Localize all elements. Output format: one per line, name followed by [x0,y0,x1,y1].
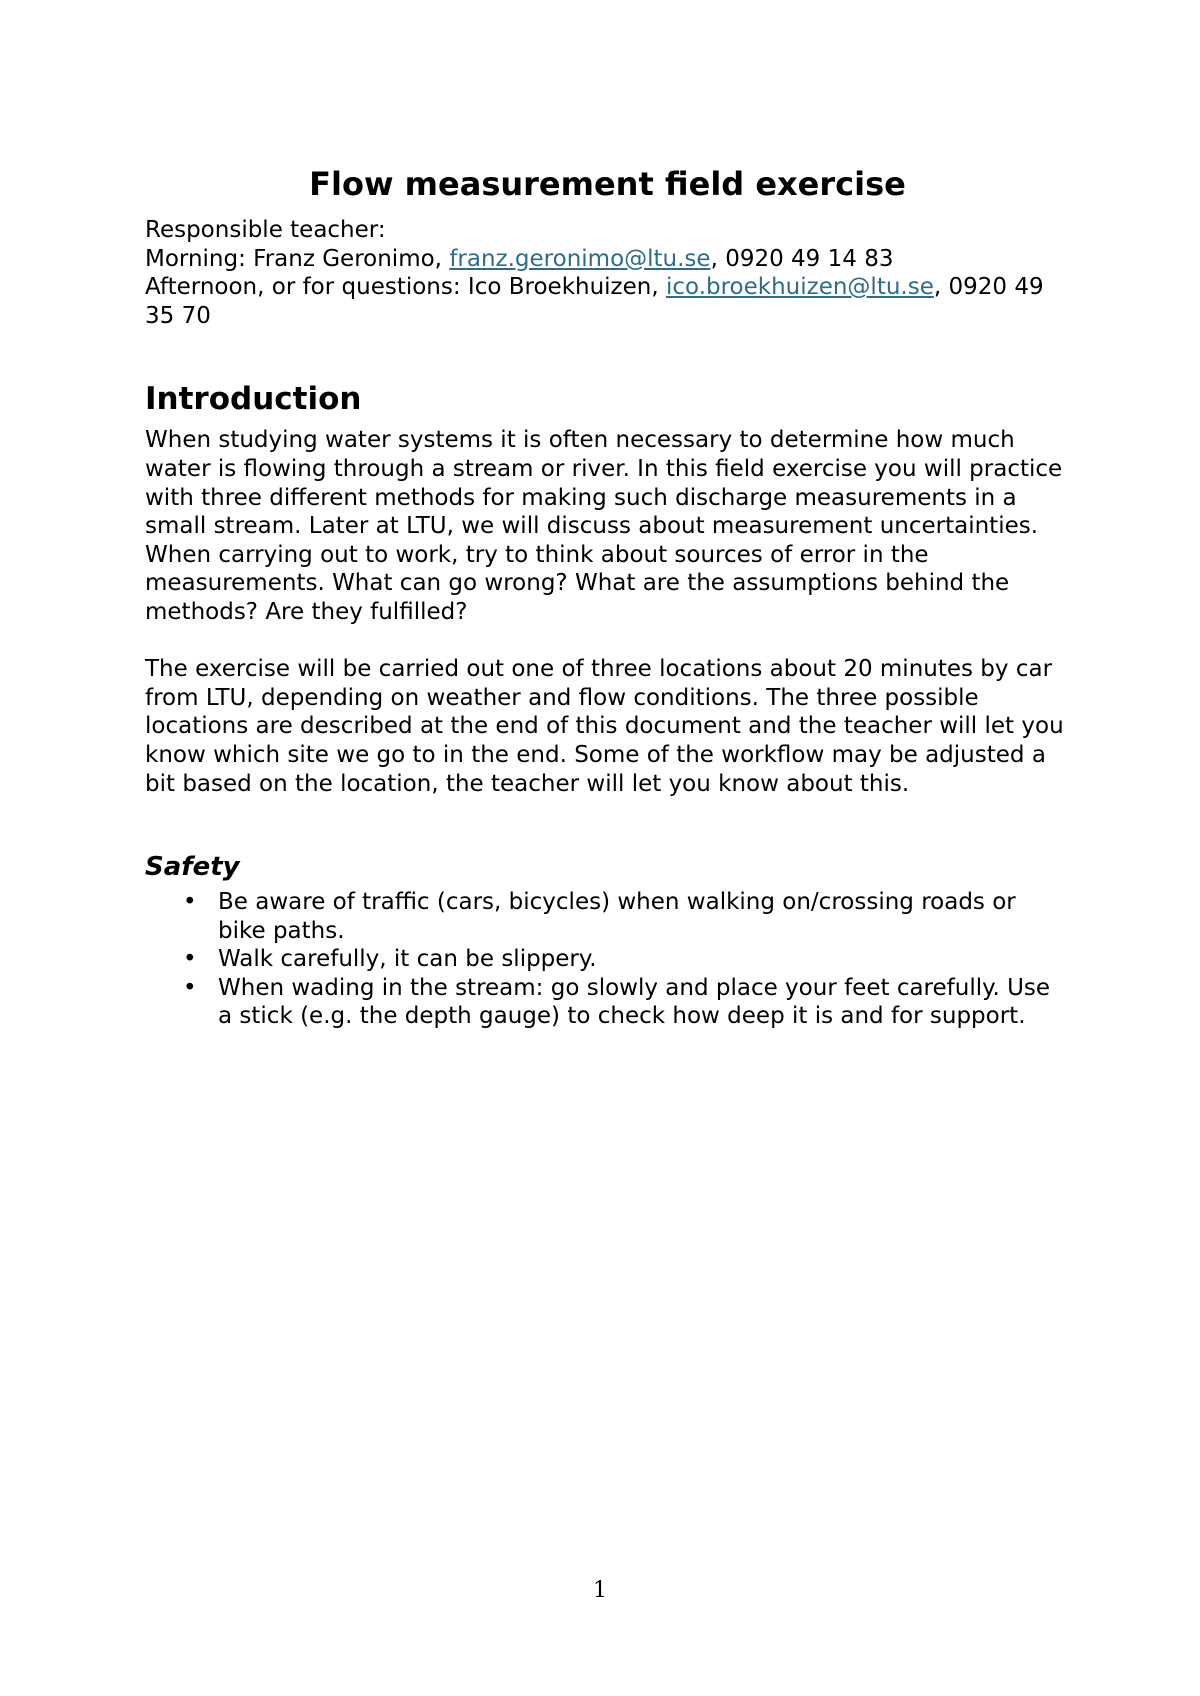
safety-heading: Safety [145,852,240,883]
responsible-label: Responsible teacher: [145,217,386,243]
bullet-icon: • [183,974,197,1001]
introduction-paragraph: When studying water systems it is often necessary to determine how much water is flowing through a stream or river. In this field exercise you will practice with three different methods for making such discharge measurements in a small stream. Later at LTU, we will discuss about measurement uncertainties. When carrying out to work, try to think about sources of error in the measurements. What can go wrong? What are the assumptions behind the methods? Are they fulfilled? [145,427,1063,625]
list-item-text: Walk carefully, it can be slippery. [218,946,597,973]
page-number: 1 [593,1578,607,1603]
morning-contact [145,245,1070,274]
list-item-text: When wading in the stream: go slowly and place your feet carefully. Use a stick (e.g. the depth gauge) to check how deep it is and for support. [218,974,1051,1030]
contact-block [145,216,1070,330]
morning-contact-name: Morning: Franz Geronimo, [145,245,450,272]
introduction-paragraph: The exercise will be carried out one of three locations about 20 minutes by car from LTU, depending on weather and flow conditions. The three possible locations are described at the end of this document and the teacher will let you know which site we go to in the end. Some of the workflow may be adjusted a bit based on the location, the teacher will let you know about this. [145,656,1064,797]
document-page [145,162,1070,1031]
safety-list [145,888,1070,1031]
list-item [145,888,1070,945]
afternoon-contact [145,273,1070,330]
morning-contact-phone: , 0920 49 14 83 [710,245,894,272]
morning-email-link[interactable]: franz.geronimo@ltu.se [449,245,711,272]
introduction-heading: Introduction [145,381,362,418]
bullet-icon: • [183,946,197,973]
afternoon-contact-name: Afternoon, or for questions: Ico Broekhuizen, [145,274,666,301]
bullet-icon: • [183,889,197,916]
list-item [145,974,1070,1031]
list-item [145,945,1070,974]
document-title: Flow measurement field exercise [309,165,906,203]
afternoon-email-link[interactable]: ico.broekhuizen@ltu.se [665,274,934,301]
list-item-text: Be aware of traffic (cars, bicycles) when walking on/crossing roads or bike paths. [218,889,1016,944]
afternoon-contact-phone: , 0920 49 35 70 [145,274,1044,329]
